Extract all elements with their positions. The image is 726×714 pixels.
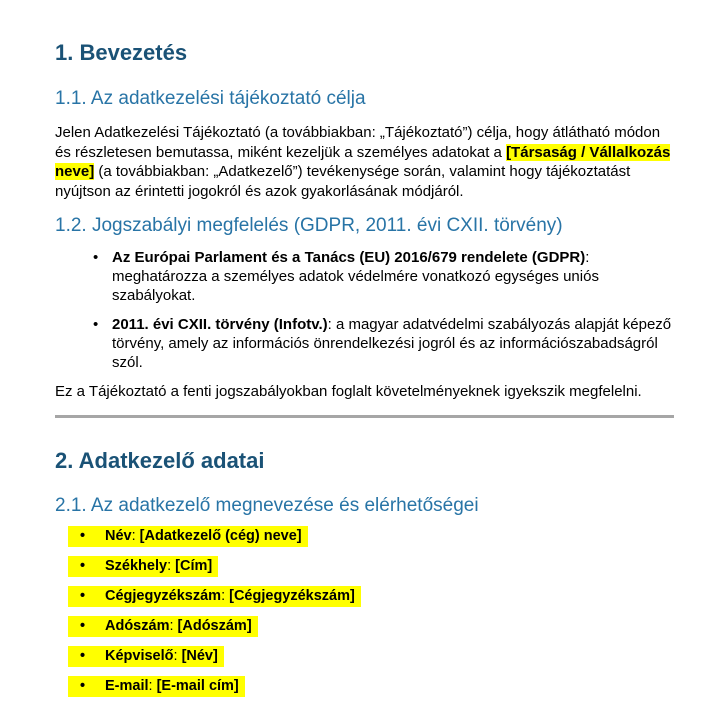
detail-value: [Adószám] <box>177 617 252 634</box>
detail-value: [Adatkezelő (cég) neve] <box>139 527 302 544</box>
list-item <box>55 315 674 372</box>
section-2-title: 2. Adatkezelő adatai <box>55 448 265 474</box>
law-description: : a magyar adatvédelmi szabályozás alapját képező törvény, amely az információs önrendelkezési jogról és az információszabadságról szól. <box>112 315 672 371</box>
detail-item <box>68 586 674 607</box>
detail-label: Cégjegyzékszám <box>105 587 222 604</box>
section-2-1-title: 2.1. Az adatkezelő megnevezése és elérhetőségei <box>55 494 479 516</box>
detail-value: [Név] <box>181 647 218 664</box>
section-1-title: 1. Bevezetés <box>55 40 188 65</box>
detail-label: E-mail <box>105 677 149 694</box>
bullet-icon: • <box>93 315 99 333</box>
closing-paragraph: Ez a Tájékoztató a fenti jogszabályokban foglalt követelményeknek igyekszik megfelelni. <box>55 382 642 400</box>
detail-item <box>68 556 674 577</box>
detail-separator: : <box>221 587 230 604</box>
company-name-placeholder: [Társaság / Vállalkozás neve] <box>55 143 671 181</box>
detail-separator: : <box>148 677 157 694</box>
detail-item <box>68 526 674 547</box>
section-1-1-title: 1.1. Az adatkezelési tájékoztató célja <box>55 88 366 110</box>
detail-separator: : <box>131 527 140 544</box>
detail-value: [E-mail cím] <box>156 677 239 694</box>
bullet-icon: • <box>80 677 86 694</box>
detail-separator: : <box>167 557 176 574</box>
bullet-icon: • <box>80 587 86 604</box>
law-name: 2011. évi CXII. törvény (Infotv.) <box>112 315 328 333</box>
detail-label: Képviselő <box>105 647 174 664</box>
detail-item <box>68 676 674 697</box>
detail-separator: : <box>173 647 182 664</box>
detail-value: [Cím] <box>175 557 213 574</box>
intro-text-before: Jelen Adatkezelési Tájékoztató (a továbbiakban: „Tájékoztató”) célja, hogy átlátható módon és részletesen bemutassa, miként kezeljük a személyes adatokat a <box>55 124 661 161</box>
section-1-2-title: 1.2. Jogszabályi megfelelés (GDPR, 2011. évi CXII. törvény) <box>55 215 563 237</box>
bullet-icon: • <box>80 617 86 634</box>
detail-item <box>68 646 674 667</box>
intro-paragraph <box>55 123 674 201</box>
bullet-icon: • <box>80 557 86 574</box>
controller-details-list <box>55 526 674 697</box>
bullet-icon: • <box>80 527 86 544</box>
bullet-icon: • <box>93 248 99 266</box>
detail-separator: : <box>169 617 178 634</box>
detail-label: Székhely <box>105 557 168 574</box>
detail-value: [Cégjegyzékszám] <box>229 587 355 604</box>
detail-label: Adószám <box>105 617 170 634</box>
law-name: Az Európai Parlament és a Tanács (EU) 2016/679 rendelete (GDPR) <box>112 248 586 266</box>
law-description: : meghatározza a személyes adatok védelmére vonatkozó egységes uniós szabályokat. <box>112 248 599 304</box>
detail-label: Név <box>105 527 132 544</box>
list-item <box>55 248 674 305</box>
legal-bullet-list <box>55 248 674 372</box>
bullet-icon: • <box>80 647 86 664</box>
detail-item <box>68 616 674 637</box>
intro-text-after: (a továbbiakban: „Adatkezelő”) tevékenysége során, valamint hogy tájékoztatást nyújtson az érintetti jogokról és azok gyakorlásának módjáról. <box>55 163 631 200</box>
section-divider <box>55 415 674 418</box>
